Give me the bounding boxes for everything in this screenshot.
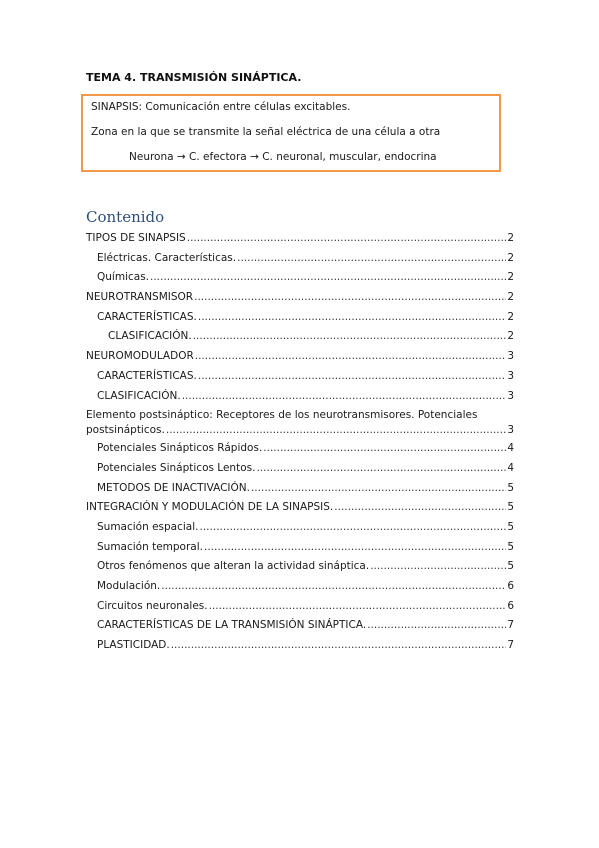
toc-entry-text: Elemento postsináptico: Receptores de los neurotransmisores. Potenciales bbox=[86, 409, 478, 422]
toc-entry-caracteristicas[interactable] bbox=[86, 367, 514, 387]
toc-entry-modulacion[interactable] bbox=[86, 577, 514, 597]
toc-dot-leader bbox=[198, 367, 506, 387]
toc-entry-text: Sumación temporal. bbox=[97, 540, 203, 553]
toc-page-number: 2 bbox=[507, 271, 514, 284]
toc-entry-potenciales-rapidos[interactable] bbox=[86, 439, 514, 459]
toc-entry-text: Químicas. bbox=[97, 271, 149, 284]
toc-dot-leader bbox=[182, 387, 507, 407]
toc-page-number: 5 bbox=[507, 560, 514, 573]
toc-entry-metodos-inactivacion[interactable] bbox=[86, 479, 514, 499]
toc-entry-electricas[interactable] bbox=[86, 249, 514, 269]
toc-page-number: 2 bbox=[507, 330, 514, 343]
synapsis-definition-box bbox=[81, 94, 501, 172]
toc-entry-text: PLASTICIDAD. bbox=[97, 639, 170, 652]
toc-entry-text: CARACTERÍSTICAS. bbox=[97, 310, 197, 323]
toc-entry-sumacion-temporal[interactable] bbox=[86, 538, 514, 558]
definition-line: SINAPSIS: Comunicación entre células excitables. bbox=[91, 101, 351, 113]
toc-page-number: 2 bbox=[507, 291, 514, 304]
toc-page-number: 4 bbox=[507, 442, 514, 455]
toc-page-number: 6 bbox=[507, 580, 514, 592]
toc-page-number: 5 bbox=[507, 520, 514, 533]
toc-dot-leader bbox=[256, 459, 506, 479]
toc-dot-leader bbox=[251, 479, 506, 499]
contents-heading: Contenido bbox=[86, 208, 165, 226]
toc-entry-plasticidad[interactable] bbox=[86, 636, 514, 656]
toc-entry-text: CLASIFICACIÓN. bbox=[108, 330, 192, 343]
toc-entry-clasificacion[interactable] bbox=[86, 327, 514, 347]
toc-entry-text: Potenciales Sinápticos Rápidos. bbox=[97, 442, 263, 455]
toc-dot-leader bbox=[204, 538, 506, 558]
toc-entry-elemento-postsinaptico[interactable] bbox=[86, 406, 514, 439]
toc-entry-text: Sumación espacial. bbox=[97, 520, 199, 533]
toc-page-number: 6 bbox=[507, 599, 514, 612]
toc-entry-text: NEUROMODULADOR bbox=[86, 350, 194, 363]
toc-entry-text: Potenciales Sinápticos Lentos. bbox=[97, 461, 256, 474]
toc-entry-text: Otros fenómenos que alteran la actividad sináptica. bbox=[97, 560, 370, 573]
toc-page-number: 5 bbox=[507, 481, 514, 494]
definition-zone-line: Zona en la que se transmite la señal eléctrica de una célula a otra bbox=[91, 126, 441, 138]
toc-entry-text: CLASIFICACIÓN. bbox=[97, 389, 181, 402]
toc-entry-text: NEUROTRANSMISOR bbox=[86, 291, 194, 304]
toc-page-number: 3 bbox=[507, 424, 514, 437]
toc-page-number: 3 bbox=[507, 389, 514, 402]
toc-entry-text: CARACTERÍSTICAS DE LA TRANSMISIÓN SINÁPTICA. bbox=[97, 619, 367, 632]
toc-page-number: 7 bbox=[507, 639, 514, 652]
toc-entry-circuitos-neuronales[interactable] bbox=[86, 597, 514, 617]
toc-dot-leader bbox=[193, 327, 507, 347]
toc-entry-text: INTEGRACIÓN Y MODULACIÓN DE LA SINAPSIS. bbox=[86, 501, 334, 514]
toc-page-number: 3 bbox=[507, 350, 514, 363]
toc-entry-text: CARACTERÍSTICAS. bbox=[97, 369, 197, 382]
toc-entry-caracteristicas-transmision[interactable] bbox=[86, 616, 514, 636]
document-title: TEMA 4. TRANSMISIÓN SINÁPTICA. bbox=[86, 71, 302, 84]
toc-page-number: 2 bbox=[507, 251, 514, 264]
toc-entry-integracion-modulacion[interactable] bbox=[86, 498, 514, 518]
neuron-flow-line: Neurona → C. efectora → C. neuronal, muscular, endocrina bbox=[129, 151, 437, 163]
toc-entry-neuromodulador[interactable] bbox=[86, 347, 514, 367]
toc-entry-text: Modulación. bbox=[97, 580, 161, 592]
toc-dot-leader bbox=[237, 249, 506, 269]
toc-entry-tipos-de-sinapsis[interactable] bbox=[86, 229, 514, 249]
toc-dot-leader bbox=[195, 347, 507, 367]
toc-page-number: 3 bbox=[507, 369, 514, 382]
toc-entry-sumacion-espacial[interactable] bbox=[86, 518, 514, 538]
toc-dot-leader bbox=[263, 439, 506, 459]
toc-page-number: 5 bbox=[507, 540, 514, 553]
toc-entry-quimicas[interactable] bbox=[86, 268, 514, 288]
toc-entry-clasificacion[interactable] bbox=[86, 387, 514, 407]
toc-dot-leader bbox=[194, 288, 506, 308]
toc-page-number: 5 bbox=[507, 501, 514, 514]
toc-dot-leader bbox=[200, 518, 507, 538]
toc-entry-text: TIPOS DE SINAPSIS bbox=[86, 232, 186, 244]
toc-entry-text: METODOS DE INACTIVACIÓN. bbox=[97, 481, 250, 494]
toc-page-number: 7 bbox=[507, 619, 514, 632]
toc-dot-leader bbox=[209, 597, 507, 617]
toc-dot-leader bbox=[150, 268, 506, 288]
toc-page-number: 2 bbox=[507, 310, 514, 323]
toc-entry-neurotransmisor[interactable] bbox=[86, 288, 514, 308]
toc-entry-text-continued: postsinápticos. bbox=[86, 424, 165, 437]
toc-dot-leader bbox=[370, 557, 506, 577]
toc-dot-leader bbox=[334, 498, 506, 518]
toc-dot-leader bbox=[198, 308, 506, 328]
toc-entry-otros-fenomenos[interactable] bbox=[86, 557, 514, 577]
toc-dot-leader bbox=[166, 423, 506, 438]
toc-entry-potenciales-lentos[interactable] bbox=[86, 459, 514, 479]
table-of-contents bbox=[86, 229, 514, 656]
toc-page-number: 2 bbox=[507, 232, 514, 244]
toc-entry-text: Circuitos neuronales. bbox=[97, 599, 208, 612]
toc-entry-caracteristicas[interactable] bbox=[86, 308, 514, 328]
toc-entry-text: Eléctricas. Características. bbox=[97, 251, 237, 264]
toc-dot-leader bbox=[171, 636, 507, 656]
toc-dot-leader bbox=[187, 229, 507, 249]
toc-dot-leader bbox=[367, 616, 506, 636]
toc-dot-leader bbox=[161, 577, 506, 597]
toc-page-number: 4 bbox=[507, 461, 514, 474]
